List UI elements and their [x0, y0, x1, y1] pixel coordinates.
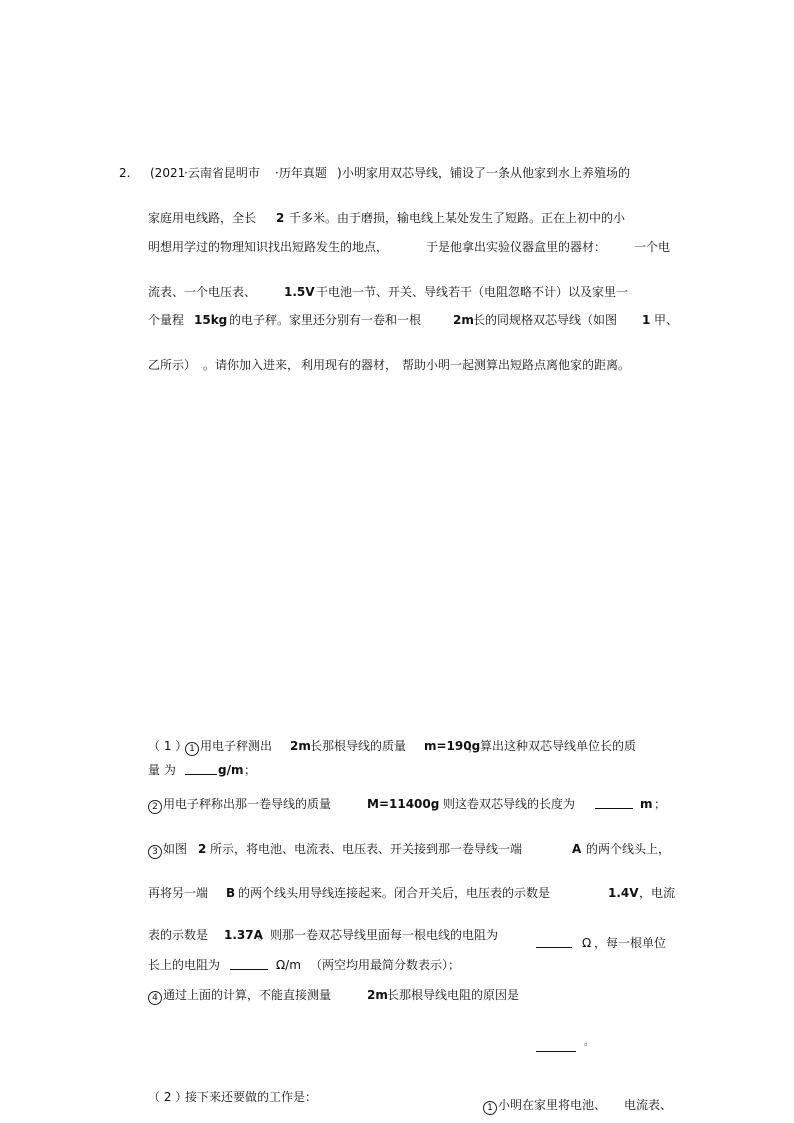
- stem-line-3-text: 明想用学过的物理知识找出短路发生的地点，: [148, 240, 389, 254]
- step3-line-4-end: （两空均用最简分数表示）；: [310, 958, 461, 972]
- step2-text: 用电子秤称出那一卷导线的质量: [163, 797, 332, 811]
- stem-line-6-task: 帮助小明一起测算出短路点离他家的距离。: [402, 358, 631, 372]
- step3-line-3-middle: 。则那一卷双芯导线里面每一根电线的电阻为: [258, 928, 499, 942]
- source-type: ·历年真题: [275, 166, 327, 180]
- step4-middle: 长那根导线电阻的原因是: [387, 988, 520, 1002]
- step3-line-3-end: ，每一根单位: [594, 936, 667, 950]
- stem-line-6-invite: 。请你加入进来，: [203, 358, 300, 372]
- unit-ohm: Ω: [582, 936, 592, 950]
- end-a: A: [572, 842, 582, 856]
- stem-line-4-rest: 干电池一节、开关、导线若干（电阻忽略不计）以及家里一: [316, 285, 629, 299]
- wire-length: 2m: [453, 313, 474, 327]
- source-close: ): [337, 166, 342, 180]
- circled-number-3: 3: [148, 845, 162, 859]
- step3-line-4: 长上的电阻为: [148, 958, 221, 972]
- blank-wire-resistance[interactable]: [536, 936, 572, 950]
- step4-text: 通过上面的计算，不能直接测量: [163, 988, 332, 1002]
- coil-mass: M=11400g: [367, 797, 440, 811]
- part2-label: （ 2 ）: [148, 1090, 188, 1104]
- stem-line-4-text: 流表、一个电压表、: [148, 285, 257, 299]
- unit-g-per-m: g/m: [218, 763, 244, 777]
- short-wire-length: 2m: [290, 739, 311, 753]
- step1-wrap: 量 为: [148, 763, 176, 777]
- step2-semicolon: ；: [654, 797, 667, 811]
- circled-number-1: 1: [185, 742, 199, 756]
- question-stem-line-1: 小明家用双芯导线，铺设了一条从他家到水上养殖场的: [342, 166, 631, 180]
- step1-semicolon: ；: [244, 763, 257, 777]
- source-place: ·云南省昆明市: [184, 166, 260, 180]
- stem-line-5-end: 甲、: [654, 313, 679, 327]
- step3-line-2: 再将另一端: [148, 886, 209, 900]
- step4-period: 。: [584, 1038, 594, 1048]
- step3-line-3: 表的示数是: [148, 928, 209, 942]
- blank-unit-mass[interactable]: [185, 763, 217, 777]
- figure-number-1: 1: [642, 313, 651, 327]
- step1-marker: [185, 739, 200, 756]
- short-wire-length-2: 2m: [367, 988, 388, 1002]
- stem-line-5-middle: 的电子秤。家里还分别有一卷和一根: [229, 313, 422, 327]
- part2-intro: 接下来还要做的工作是：: [185, 1090, 318, 1104]
- stem-line-6-start: 乙所示）: [148, 358, 197, 372]
- stem-line-6-tools: 利用现有的器材，: [301, 358, 398, 372]
- part1-label: （ 1 ）: [148, 739, 188, 753]
- circled-number-4: 4: [148, 991, 162, 1005]
- stem-length-value: 2: [276, 211, 285, 225]
- step1-end: ，算出这种双芯导线单位长的质: [468, 739, 637, 753]
- step1-text: 用电子秤测出: [200, 739, 273, 753]
- voltmeter-reading: 1.4V: [608, 886, 639, 900]
- blank-unit-resistance[interactable]: [230, 958, 268, 972]
- step3-line-2-middle: 的两个线头用导线连接起来。闭合开关后，电压表的示数是: [238, 886, 551, 900]
- stem-line-2-text: 家庭用电线路，全长: [148, 211, 257, 225]
- stem-line-3-middle: 于是他拿出实验仪器盒里的器材：: [426, 240, 607, 254]
- blank-reason[interactable]: [536, 1040, 576, 1054]
- step4-marker: [148, 988, 163, 1005]
- stem-line-2-rest: 千多米。由于磨损，输电线上某处发生了短路。正在上初中的小: [289, 211, 626, 225]
- part2-step1-text: 小明在家里将电池、: [498, 1098, 607, 1112]
- short-wire-mass: m=190g: [424, 739, 481, 753]
- figure-number-2: 2: [198, 842, 207, 856]
- stem-line-5-figure-ref: 长的同规格双芯导线（如图: [473, 313, 618, 327]
- stem-line-5-text: 个量程: [148, 313, 185, 327]
- step3-line-2-end: ，电流: [639, 886, 676, 900]
- part2-step1-end: 电流表、: [624, 1098, 673, 1112]
- unit-ohm-per-m: Ω/m: [276, 958, 301, 972]
- unit-m: m: [640, 797, 653, 811]
- stem-line-3-end: 一个电: [634, 240, 671, 254]
- battery-voltage: 1.5V: [284, 285, 315, 299]
- circled-number-1: 1: [483, 1101, 497, 1115]
- step3-text: 如图: [163, 842, 188, 856]
- step2-middle: ，则这卷双芯导线的长度为: [431, 797, 576, 811]
- ammeter-reading: 1.37A: [224, 928, 263, 942]
- step3-middle: 所示，将电池、电流表、电压表、开关接到那一卷导线一端: [210, 842, 523, 856]
- step2-marker: [148, 797, 163, 814]
- source-year: (2021: [150, 166, 186, 180]
- circled-number-2: 2: [148, 800, 162, 814]
- scale-range: 15kg: [194, 313, 228, 327]
- step1-middle: 长那根导线的质量: [310, 739, 407, 753]
- end-b: B: [226, 886, 236, 900]
- part2-step1-marker: [483, 1098, 498, 1115]
- blank-coil-length[interactable]: [595, 797, 633, 811]
- step3-end: 的两个线头上，: [586, 842, 671, 856]
- step3-marker: [148, 842, 163, 859]
- question-number: 2.: [119, 166, 131, 180]
